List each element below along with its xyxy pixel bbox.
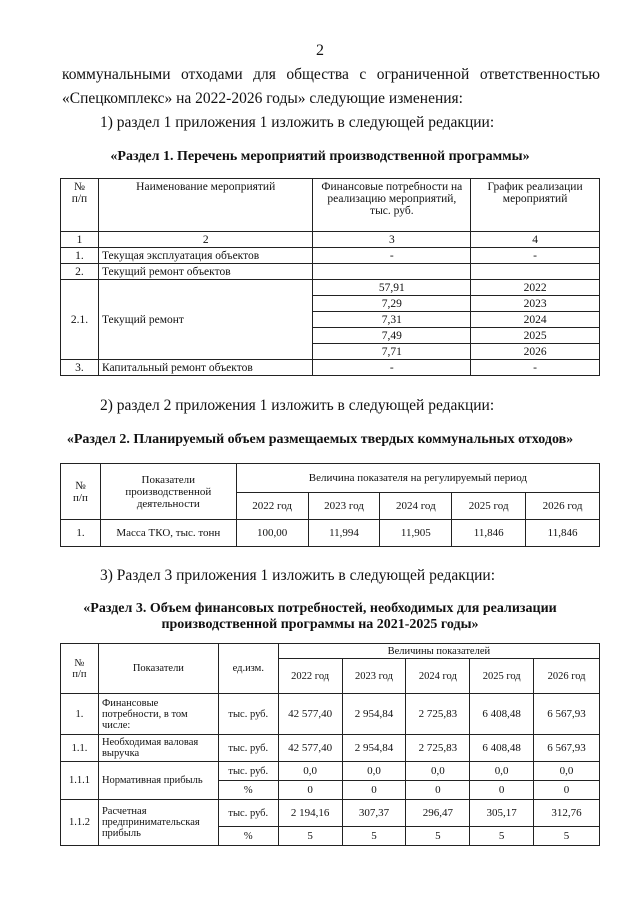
row-value: 2 725,83 — [406, 735, 470, 762]
table-row — [61, 264, 600, 280]
row-name: Текущий ремонт объектов — [98, 264, 313, 280]
column-number-row — [61, 232, 600, 248]
row-name: Капитальный ремонт объектов — [98, 360, 313, 376]
row-financial: 7,49 — [313, 328, 471, 344]
row-value: 100,00 — [236, 520, 308, 547]
page-number: 2 — [316, 42, 324, 59]
section-3-table — [60, 643, 600, 846]
empty-cell — [313, 264, 471, 280]
row-financial: 7,29 — [313, 296, 471, 312]
header-year: 2022 год — [278, 659, 342, 694]
row-schedule: 2026 — [471, 344, 600, 360]
row-value: 42 577,40 — [278, 735, 342, 762]
row-number: 2. — [61, 264, 99, 280]
row-value: 11,994 — [308, 520, 380, 547]
row-financial: 7,31 — [313, 312, 471, 328]
intro-line-1: коммунальными отходами для общества с ограниченной ответственностью — [62, 66, 600, 83]
row-unit: % — [218, 781, 278, 800]
row-schedule: - — [471, 360, 600, 376]
row-value: 305,17 — [470, 800, 534, 827]
empty-cell — [471, 264, 600, 280]
header-year: 2026 год — [534, 659, 600, 694]
row-schedule: - — [471, 248, 600, 264]
col-number: 2 — [98, 232, 313, 248]
intro-line-2: «Спецкомплекс» на 2022-2026 годы» следующие изменения: — [62, 90, 463, 107]
row-value: 307,37 — [342, 800, 406, 827]
row-value: 2 954,84 — [342, 694, 406, 735]
row-value: 0,0 — [342, 762, 406, 781]
row-name: Финансовые потребности, в том числе: — [98, 694, 218, 735]
row-value: 5 — [470, 827, 534, 846]
row-number: 1. — [61, 520, 101, 547]
header-indicator: Показатели — [98, 644, 218, 694]
row-name: Текущая эксплуатация объектов — [98, 248, 313, 264]
row-value: 5 — [406, 827, 470, 846]
row-value: 11,846 — [452, 520, 526, 547]
row-value: 42 577,40 — [278, 694, 342, 735]
table-header-row — [61, 464, 600, 493]
row-value: 5 — [534, 827, 600, 846]
section-3-title-line-1: «Раздел 3. Объем финансовых потребностей, необходимых для реализации — [83, 601, 557, 616]
col-number: 4 — [471, 232, 600, 248]
section-3-title-line-2: производственной программы на 2021-2025 годы» — [161, 617, 479, 632]
row-name: Масса ТКО, тыс. тонн — [100, 520, 236, 547]
row-value: 11,846 — [526, 520, 600, 547]
row-unit: тыс. руб. — [218, 762, 278, 781]
row-value: 2 725,83 — [406, 694, 470, 735]
header-values: Величины показателей — [278, 644, 599, 659]
row-value: 296,47 — [406, 800, 470, 827]
header-year: 2025 год — [470, 659, 534, 694]
row-value: 2 194,16 — [278, 800, 342, 827]
row-value: 0,0 — [470, 762, 534, 781]
row-schedule: 2024 — [471, 312, 600, 328]
row-unit: % — [218, 827, 278, 846]
col-number: 3 — [313, 232, 471, 248]
header-year: 2024 год — [406, 659, 470, 694]
table-row — [61, 762, 600, 781]
table-row — [61, 800, 600, 827]
row-schedule: 2025 — [471, 328, 600, 344]
row-financial: - — [313, 360, 471, 376]
section-1-table — [60, 178, 600, 376]
table-row — [61, 360, 600, 376]
row-unit: тыс. руб. — [218, 694, 278, 735]
header-year: 2023 год — [342, 659, 406, 694]
item-2-text: 2) раздел 2 приложения 1 изложить в следующей редакции: — [100, 397, 495, 414]
row-value: 0 — [342, 781, 406, 800]
row-number: 1. — [61, 694, 99, 735]
row-value: 0,0 — [278, 762, 342, 781]
col-number: 1 — [61, 232, 99, 248]
row-number: 3. — [61, 360, 99, 376]
table-row — [61, 280, 600, 296]
row-value: 0 — [278, 781, 342, 800]
item-3-text: 3) Раздел 3 приложения 1 изложить в следующей редакции: — [100, 567, 496, 584]
row-value: 6 567,93 — [534, 694, 600, 735]
section-2-title: «Раздел 2. Планируемый объем размещаемых твердых коммунальных отходов» — [66, 432, 574, 447]
row-value: 5 — [342, 827, 406, 846]
header-name: Наименование мероприятий — [98, 179, 313, 232]
row-number: 1.1.1 — [61, 762, 99, 800]
row-value: 0,0 — [534, 762, 600, 781]
header-financial: Финансовые потребности на реализацию мероприятий, тыс. руб. — [313, 179, 471, 232]
row-name: Необходимая валовая выручка — [98, 735, 218, 762]
row-number: 2.1. — [61, 280, 99, 360]
row-value: 6 408,48 — [470, 694, 534, 735]
header-year: 2023 год — [308, 493, 380, 520]
header-year: 2025 год — [452, 493, 526, 520]
table-header-row — [61, 644, 600, 659]
row-financial: 7,71 — [313, 344, 471, 360]
table-row — [61, 735, 600, 762]
row-value: 6 567,93 — [534, 735, 600, 762]
row-name: Текущий ремонт — [98, 280, 313, 360]
row-value: 0,0 — [406, 762, 470, 781]
row-unit: тыс. руб. — [218, 735, 278, 762]
header-indicator: Показатели производственной деятельности — [100, 464, 236, 520]
row-value: 5 — [278, 827, 342, 846]
table-header-row — [61, 179, 600, 232]
row-value: 0 — [406, 781, 470, 800]
header-year: 2024 год — [380, 493, 452, 520]
header-period: Величина показателя на регулируемый период — [236, 464, 599, 493]
header-num: № п/п — [61, 644, 99, 694]
row-name: Нормативная прибыль — [98, 762, 218, 800]
table-row — [61, 248, 600, 264]
header-schedule: График реализации мероприятий — [471, 179, 600, 232]
row-value: 312,76 — [534, 800, 600, 827]
row-schedule: 2023 — [471, 296, 600, 312]
row-number: 1.1.2 — [61, 800, 99, 846]
header-unit: ед.изм. — [218, 644, 278, 694]
row-schedule: 2022 — [471, 280, 600, 296]
header-num: № п/п — [61, 179, 99, 232]
section-1-title: «Раздел 1. Перечень мероприятий производственной программы» — [110, 149, 530, 164]
row-value: 0 — [470, 781, 534, 800]
section-2-table — [60, 463, 600, 547]
row-unit: тыс. руб. — [218, 800, 278, 827]
header-year: 2026 год — [526, 493, 600, 520]
row-financial: 57,91 — [313, 280, 471, 296]
row-number: 1.1. — [61, 735, 99, 762]
row-value: 11,905 — [380, 520, 452, 547]
item-1-text: 1) раздел 1 приложения 1 изложить в следующей редакции: — [100, 114, 495, 131]
row-value: 0 — [534, 781, 600, 800]
row-number: 1. — [61, 248, 99, 264]
table-row — [61, 694, 600, 735]
row-name: Расчетная предпринимательская прибыль — [98, 800, 218, 846]
row-value: 2 954,84 — [342, 735, 406, 762]
header-year: 2022 год — [236, 493, 308, 520]
header-num: № п/п — [61, 464, 101, 520]
row-value: 6 408,48 — [470, 735, 534, 762]
table-row — [61, 520, 600, 547]
row-financial: - — [313, 248, 471, 264]
